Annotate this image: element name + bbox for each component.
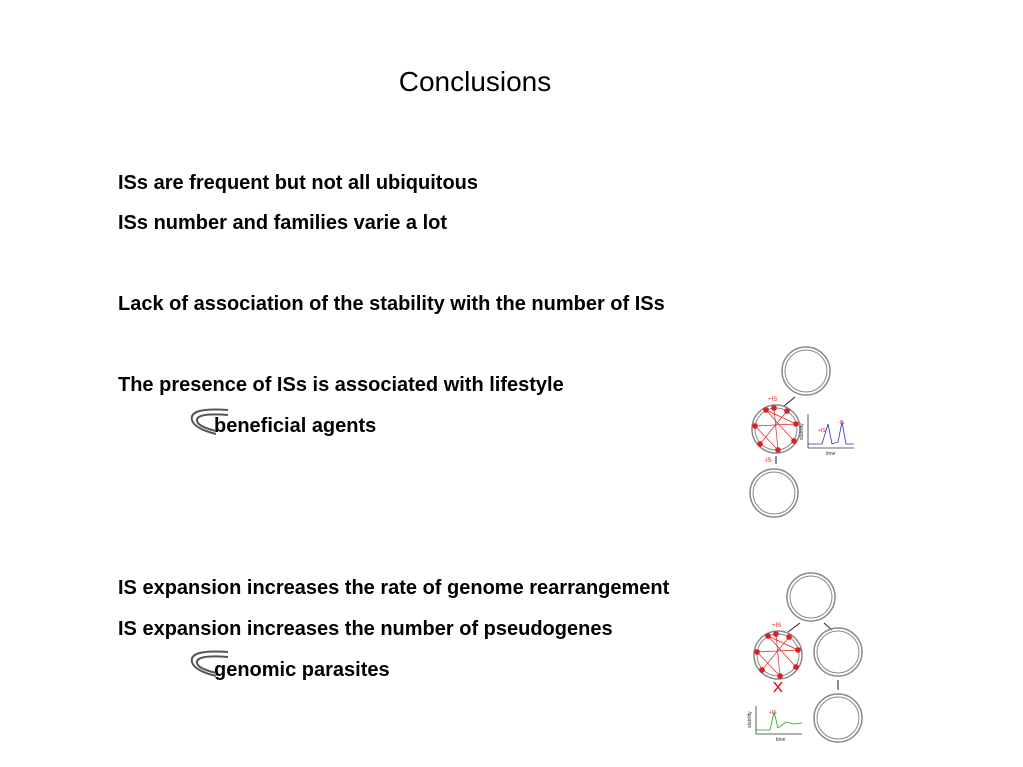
stability-plot <box>799 414 854 457</box>
conclusion-line-3: Lack of association of the stability with the number of ISs <box>118 293 665 315</box>
plot-label-a: +IS <box>769 710 777 716</box>
plot-xlabel: time <box>776 737 786 743</box>
plot-ylabel: stability <box>799 423 805 440</box>
conclusion-line-1: ISs are frequent but not all ubiquitous <box>118 172 479 194</box>
plot-label-b: -IS <box>838 420 845 426</box>
conclusion-line-7: IS expansion increases the number of pseudogenes <box>118 618 613 640</box>
stability-curve <box>808 422 854 444</box>
in-label: +IS <box>772 623 782 629</box>
genome-circle <box>787 573 835 621</box>
slide-title: Conclusions <box>398 66 552 97</box>
plot-ylabel: stability <box>747 711 753 728</box>
genome-circle <box>814 694 862 742</box>
conclusion-line-4: The presence of ISs is associated with lifestyle <box>118 374 564 396</box>
genome-circle <box>814 628 862 676</box>
curved-arrow-icon <box>186 648 232 682</box>
conclusion-line-8: genomic parasites <box>214 659 390 681</box>
stability-plot <box>747 706 802 743</box>
stability-curve <box>756 712 802 730</box>
bottom-genome-diagram <box>740 570 866 748</box>
plot-xlabel: time <box>826 451 836 457</box>
top-genome-diagram <box>740 344 860 520</box>
plot-label-a: +IS <box>818 428 826 434</box>
in-label: +IS <box>768 397 778 403</box>
conclusion-line-6: IS expansion increases the rate of genome rearrangement <box>118 577 670 599</box>
curved-arrow-icon <box>186 406 232 440</box>
conclusion-line-5: beneficial agents <box>214 415 377 437</box>
genome-circle <box>782 347 830 395</box>
out-label: -IS <box>764 458 772 464</box>
genome-circle <box>750 469 798 517</box>
blocked-mark-icon <box>774 682 782 692</box>
arrow-line <box>784 397 795 406</box>
conclusion-line-2: ISs number and families varie a lot <box>118 212 448 234</box>
